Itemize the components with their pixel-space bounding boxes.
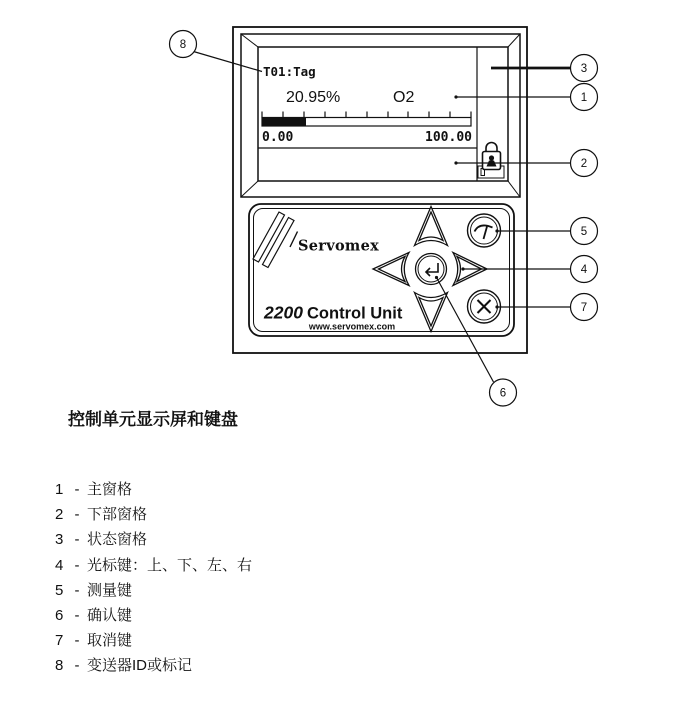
legend-item-label: 下部窗格 [87,506,148,524]
legend-item-separator: - [74,657,80,675]
callout-6-number: 6 [499,387,507,400]
reading-value: 20.95% [286,89,341,106]
scale-min-label: 0.00 [262,130,294,145]
legend-item [55,502,252,527]
enter-key [416,254,447,285]
transmitter-tag-text: T01:Tag [263,64,316,79]
legend-item [55,527,252,552]
legend-item-label: 变送器ID或标记 [87,657,193,675]
legend-item-separator: - [74,481,80,498]
legend-item [55,653,252,678]
callout-5-number: 5 [580,226,588,238]
legend-item-label: 确认键 [87,606,133,624]
legend-item [55,628,252,653]
legend-item-label: 主窗格 [87,481,133,498]
legend-item [55,477,252,502]
callout-5 [571,218,598,245]
website-url: www.servomex.com [308,321,396,332]
legend-item-separator: - [74,606,80,624]
callout-7-number: 7 [580,302,588,314]
callout-8 [170,31,197,58]
legend-item-number: 3 [55,531,64,549]
legend-item-number: 4 [55,556,64,574]
legend-item-label: 取消键 [87,632,133,650]
legend-item-separator: - [74,556,80,574]
callout-1-number: 1 [580,92,588,104]
legend-item-number: 8 [55,657,64,675]
callout-1 [571,84,598,111]
legend-item-label: 光标键：上、下、左、右 [87,556,253,574]
callout-6 [490,379,517,406]
legend-item-number: 2 [55,506,64,524]
model-name: Control Unit [307,304,403,323]
bar-gauge-fill [262,118,306,127]
callout-4-number: 4 [580,264,588,276]
legend-item-label: 状态窗格 [87,531,148,549]
callout-7 [571,294,598,321]
callout-2 [571,150,598,177]
legend-item [55,553,252,578]
legend-item-number: 5 [55,581,64,599]
legend-item [55,578,252,603]
legend-item-separator: - [74,632,80,650]
legend-item-number: 1 [55,481,64,498]
callout-3 [571,55,598,82]
legend-item-number: 6 [55,606,64,624]
figure-caption: 控制单元显示屏和键盘 [68,410,238,429]
scale-max-label: 100.00 [425,130,472,145]
callout-8-number: 8 [179,39,187,51]
model-number: 2200 [264,302,303,323]
callout-2-number: 2 [580,158,588,170]
legend-item [55,603,252,628]
legend-item-separator: - [74,506,80,524]
legend-item-label: 测量键 [87,581,133,599]
callout-4 [571,256,598,283]
legend-item-separator: - [74,581,80,599]
legend-item-separator: - [74,531,80,549]
gas-label: O2 [393,89,415,106]
callout-3-number: 3 [580,63,588,75]
brand-name: Servomex [298,237,380,255]
callout-legend [55,477,252,679]
legend-item-number: 7 [55,632,64,650]
